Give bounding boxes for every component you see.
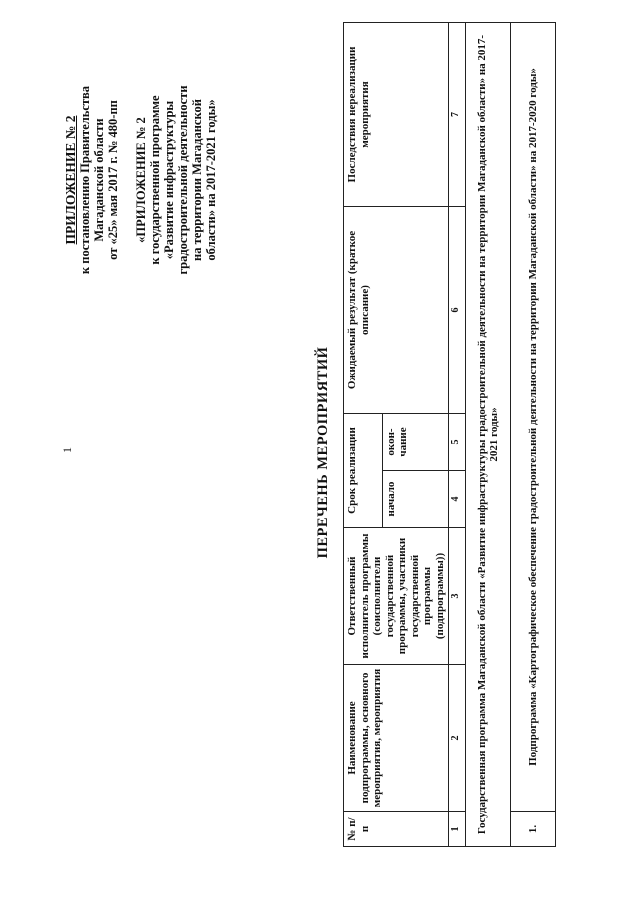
subprogram-title: Подпрограмма «Картографическое обеспечение градостроительной деятельности на территории Магаданской области» на 2017-2020 годы» xyxy=(511,23,556,812)
program-title: Государственная программа Магаданской области «Развитие инфраструктуры градостроительной деятельности на территории Магаданской области» на 2017-2021 годы» xyxy=(466,23,511,847)
col-number: 4 xyxy=(449,471,466,528)
subprogram-num: 1. xyxy=(511,812,556,847)
appendix-line: от «25» мая 2017 г. № 480-пп xyxy=(106,100,120,260)
header-start: начало xyxy=(382,471,448,528)
col-number: 1 xyxy=(449,812,466,847)
page-number: 1 xyxy=(60,447,74,453)
appendix-line: градостроительной деятельности xyxy=(176,85,190,275)
appendix-line: области» на 2017-2021 годы» xyxy=(204,99,218,261)
document-title: ПЕРЕЧЕНЬ МЕРОПРИЯТИЙ xyxy=(315,346,331,559)
subprogram-row xyxy=(511,23,556,847)
appendix-title: ПРИЛОЖЕНИЕ № 2 xyxy=(63,115,78,245)
header-result: Ожидаемый результат (краткое описание) xyxy=(344,207,449,414)
appendix-line: на территории Магаданской xyxy=(190,99,204,261)
measures-table xyxy=(343,22,556,847)
appendix-line: «Развитие инфраструктуры xyxy=(162,100,176,260)
header-consequences: Последствия нереализации мероприятия xyxy=(344,23,449,207)
table-header-row xyxy=(344,23,383,847)
header-end: окон-чание xyxy=(382,414,448,471)
appendix-line: «ПРИЛОЖЕНИЕ № 2 xyxy=(134,117,148,243)
appendix-line: к государственной программе xyxy=(148,95,162,265)
appendix-header xyxy=(64,55,218,305)
col-number: 3 xyxy=(449,528,466,665)
header-responsible: Ответственный исполнитель программы (соисполнители государственной программы, участники государственной программы (подпрограммы)) xyxy=(344,528,449,665)
col-number: 5 xyxy=(449,414,466,471)
col-number: 2 xyxy=(449,665,466,812)
program-row xyxy=(466,23,511,847)
col-number: 7 xyxy=(449,23,466,207)
col-number: 6 xyxy=(449,207,466,414)
column-number-row xyxy=(449,23,466,847)
header-name: Наименование подпрограммы, основного мероприятия, мероприятия xyxy=(344,665,449,812)
appendix-line: Магаданской области xyxy=(92,118,106,242)
header-period: Срок реализации xyxy=(344,414,383,528)
header-num: № п/п xyxy=(344,812,449,847)
appendix-line: к постановлению Правительства xyxy=(78,85,92,275)
